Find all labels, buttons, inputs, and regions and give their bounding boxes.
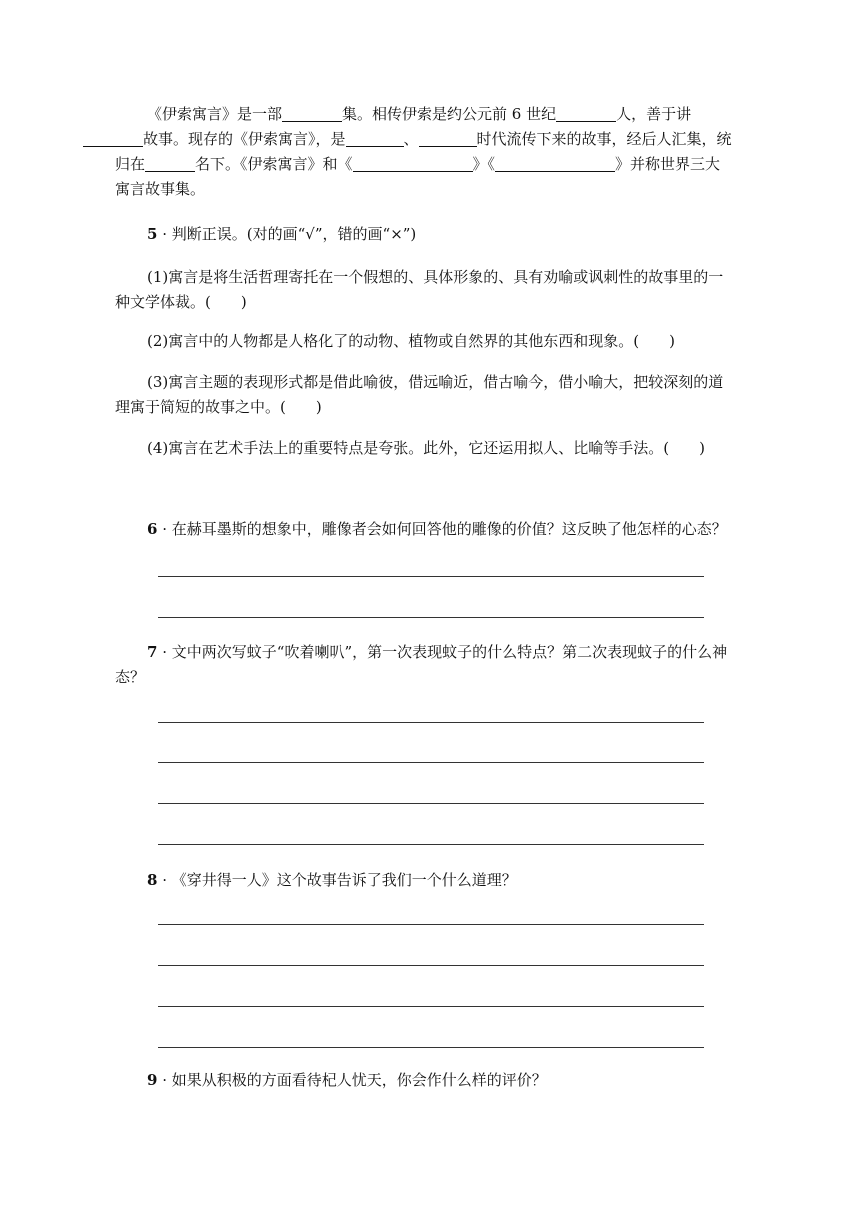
intro-text: 》并称世界三大寓言故事集。 [115, 155, 721, 198]
answer-line[interactable] [158, 576, 704, 577]
question-separator: · [162, 871, 167, 889]
answer-line[interactable] [158, 762, 704, 763]
intro-text: 名下。《伊索寓言》和《 [195, 155, 353, 173]
question-9 [115, 1068, 735, 1093]
answer-line[interactable] [158, 803, 704, 804]
q5-item-4 [115, 436, 735, 461]
q5-item-3 [115, 370, 735, 420]
judgement-text: (1)寓言是将生活哲理寄托在一个假想的、具体形象的、具有劝喻或讽刺性的故事里的一种文学体裁。( ) [115, 268, 724, 311]
question-text: 如果从积极的方面看待杞人忧天，你会作什么样的评价？ [171, 1071, 547, 1089]
answer-line[interactable] [158, 965, 704, 966]
blank-1[interactable] [282, 105, 342, 122]
blank-3[interactable] [83, 130, 143, 147]
question-number: 6 [147, 520, 158, 538]
answer-line[interactable] [158, 844, 704, 845]
question-number: 8 [147, 871, 158, 889]
answer-line[interactable] [158, 1047, 704, 1048]
question-number: 9 [147, 1071, 158, 1089]
question-6 [115, 517, 735, 542]
intro-text: 集。相传伊索是约公元前 6 世纪 [342, 105, 557, 123]
judgement-text: (2)寓言中的人物都是人格化了的动物、植物或自然界的其他东西和现象。( ) [147, 332, 675, 350]
intro-paragraph [115, 102, 735, 202]
question-separator: · [162, 643, 167, 661]
judgement-text: (4)寓言在艺术手法上的重要特点是夸张。此外，它还运用拟人、比喻等手法。( ) [147, 439, 705, 457]
intro-text: 《伊索寓言》是一部 [147, 105, 283, 123]
blank-7[interactable] [353, 155, 473, 172]
intro-text: 人，善于讲 [616, 105, 692, 123]
intro-text: 、 [403, 130, 419, 148]
question-number: 7 [147, 643, 158, 661]
blank-5[interactable] [419, 130, 477, 147]
question-8 [115, 868, 735, 893]
question-separator: · [162, 1071, 167, 1089]
question-text: 文中两次写蚊子“吹着喇叭”，第一次表现蚊子的什么特点？第二次表现蚊子的什么神态？ [115, 643, 728, 686]
judgement-text: (3)寓言主题的表现形式都是借此喻彼，借远喻近，借古喻今，借小喻大，把较深刻的道理寓于简短的故事之中。( ) [115, 373, 724, 416]
blank-2[interactable] [556, 105, 616, 122]
answer-line[interactable] [158, 924, 704, 925]
question-text: 《穿井得一人》这个故事告诉了我们一个什么道理？ [171, 871, 517, 889]
answer-line[interactable] [158, 1006, 704, 1007]
question-separator: · [162, 520, 167, 538]
blank-8[interactable] [495, 155, 615, 172]
blank-4[interactable] [346, 130, 404, 147]
q5-item-2 [115, 329, 735, 354]
intro-text: 时代流传下来的故事，经后人汇集，统归在 [115, 130, 732, 173]
question-number: 5 [147, 225, 158, 243]
blank-6[interactable] [145, 155, 195, 172]
intro-text: 》《 [472, 155, 496, 173]
intro-text: 故事。现存的《伊索寓言》，是 [143, 130, 346, 148]
question-text: 判断正误。(对的画“√”，错的画“×”) [171, 225, 417, 243]
answer-line[interactable] [158, 617, 704, 618]
q5-item-1 [115, 265, 735, 315]
question-separator: · [162, 225, 167, 243]
question-text: 在赫耳墨斯的想象中，雕像者会如何回答他的雕像的价值？这反映了他怎样的心态？ [171, 520, 727, 538]
question-7 [115, 640, 735, 690]
answer-line[interactable] [158, 722, 704, 723]
question-5 [115, 222, 735, 247]
